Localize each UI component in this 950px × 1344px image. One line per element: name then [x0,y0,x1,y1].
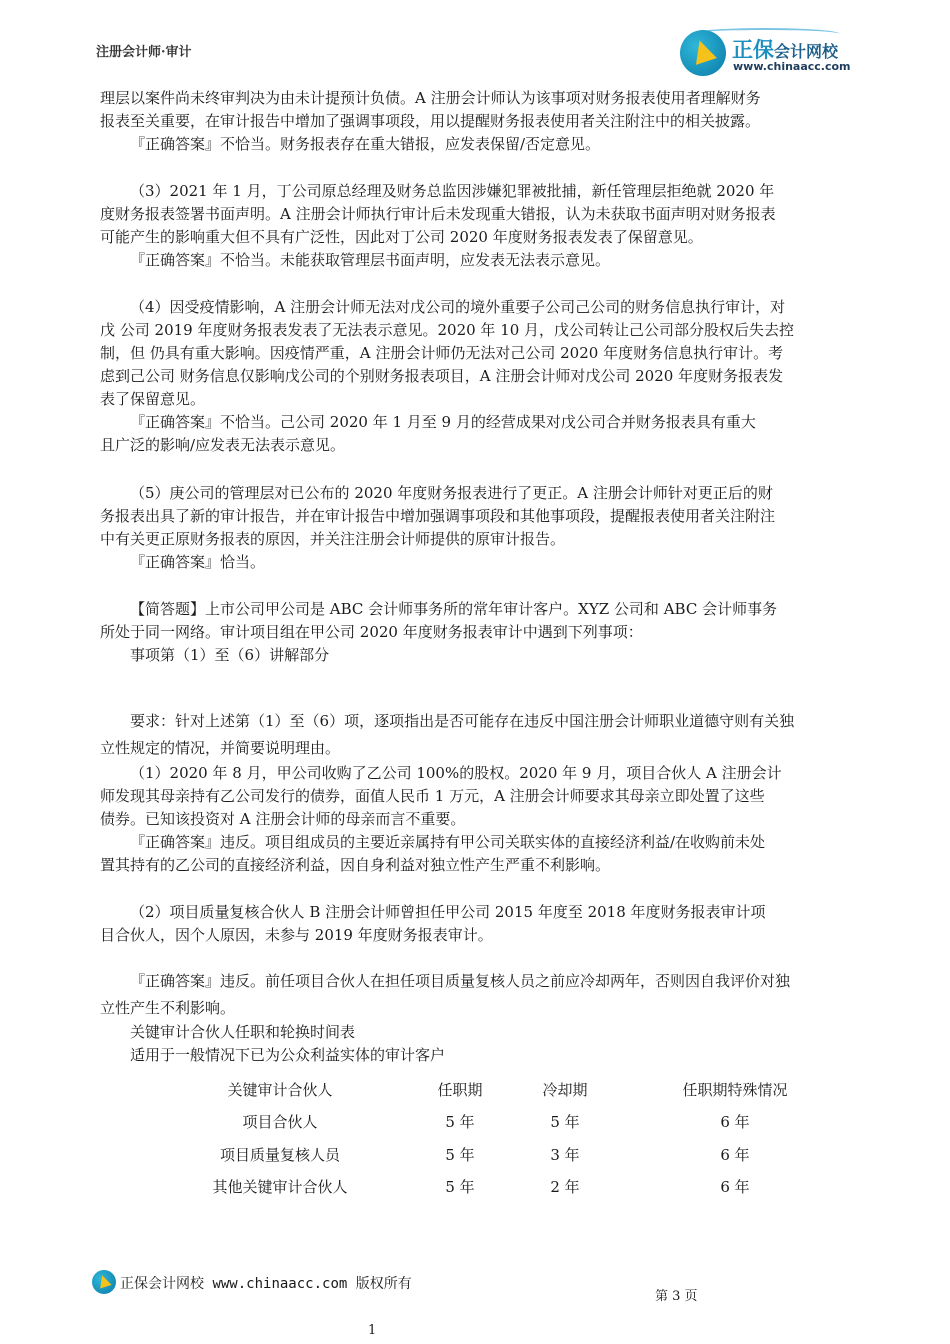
paragraph-line: 中有关更正原财务报表的原因，并关注注册会计师提供的原审计报告。 [100,530,566,548]
question-line: 所处于同一网络。审计项目组在甲公司 2020 年度财务报表审计中遇到下列事项： [100,623,643,641]
table-cell: 6 年 [720,1178,750,1196]
footer-logo-icon[interactable] [92,1270,116,1294]
table-cell: 项目合伙人 [242,1113,318,1131]
table-cell: 2 年 [550,1178,580,1196]
answer-line: 置其持有的乙公司的直接经济利益，因自身利益对独立性产生严重不利影响。 [100,856,611,874]
footer-url[interactable]: www.chinaacc.com [212,1276,348,1292]
logo-brand[interactable]: 正保会计网校 [732,38,839,62]
table-header-cell: 关键审计合伙人 [227,1081,333,1099]
paragraph-line: 目合伙人，因个人原因，未参与 2019 年度财务报表审计。 [100,926,493,944]
table-cell: 6 年 [720,1113,750,1131]
table-cell: 5 年 [550,1113,580,1131]
table-note-clipped: 适用于一般情况下已为公众利益实体的审计客户 [130,1046,446,1064]
table-cell: 项目质量复核人员 [219,1146,340,1164]
q2-answer-clipped: 『正确答案』违反。前任项目合伙人在担任项目质量复核人员之前应冷却两年，否则因自我评价对独 [130,972,791,990]
paragraph-line: （5）庚公司的管理层对已公布的 2020 年度财务报表进行了更正。A 注册会计师针对更正后的财 [130,484,773,502]
table-cell: 3 年 [550,1146,580,1164]
logo-url[interactable]: www.chinaacc.com [733,60,851,73]
table-cell: 5 年 [445,1113,475,1131]
table-header-cell: 冷却期 [542,1081,588,1099]
question-line: 【简答题】上市公司甲公司是 ABC 会计师事务所的常年审计客户。XYZ 公司和 ABC 会计师事务 [130,600,778,618]
footer-text [120,1273,412,1293]
answer-line: 『正确答案』恰当。 [130,553,266,571]
requirement-rest: 立性规定的情况，并简要说明理由。 [100,739,341,757]
answer-line: 『正确答案』违反。项目组成员的主要近亲属持有甲公司关联实体的直接经济利益/在收购前未处 [130,833,766,851]
paragraph-line: 虑到己公司 财务信息仅影响戊公司的个别财务报表项目，A 注册会计师对戊公司 2020 年度财务报表发 [100,367,784,385]
table-cell: 5 年 [445,1146,475,1164]
table-header-cell: 任职期 [437,1081,483,1099]
footer-rights: 版权所有 [355,1276,412,1292]
paragraph-line: （2）项目质量复核合伙人 B 注册会计师曾担任甲公司 2015 年度至 2018 年度财务报表审计项 [130,903,766,921]
answer-line: 『正确答案』不恰当。未能获取管理层书面声明，应发表无法表示意见。 [130,251,611,269]
question-line: 事项第（1）至（6）讲解部分 [130,646,330,664]
table-title: 关键审计合伙人任职和轮换时间表 [130,1023,356,1041]
paragraph-line: 可能产生的影响重大但不具有广泛性，因此对丁公司 2020 年度财务报表发表了保留意见。 [100,228,703,246]
table-cell: 6 年 [720,1146,750,1164]
answer-line: 『正确答案』不恰当。己公司 2020 年 1 月至 9 月的经营成果对戊公司合并财务报表具有重大 [130,413,756,431]
paragraph-line: （4）因受疫情影响，A 注册会计师无法对戊公司的境外重要子公司己公司的财务信息执行审计，对 [130,298,786,316]
logo-icon[interactable] [680,30,726,76]
table-cell: 其他关键审计合伙人 [212,1178,348,1196]
answer-line: 且广泛的影响/应发表无法表示意见。 [100,436,346,454]
answer-line: 『正确答案』不恰当。财务报表存在重大错报，应发表保留/否定意见。 [130,135,601,153]
paragraph-line: 制，但 仍具有重大影响。因疫情严重，A 注册会计师仍无法对己公司 2020 年度财务信息执行审计。考 [100,344,784,362]
page-label-clipped: 第 3 页 [655,1289,698,1304]
paragraph-line: （1）2020 年 8 月，甲公司收购了乙公司 100%的股权。2020 年 9 月，项目合伙人 A 注册会计 [130,764,782,782]
top-clipped-header-text: 注册会计师·审计 [96,45,192,60]
paragraph-line: （3）2021 年 1 月，丁公司原总经理及财务总监因涉嫌犯罪被批捕，新任管理层拒绝就 2020 年 [130,182,775,200]
paragraph-line: 度财务报表签署书面声明。A 注册会计师执行审计后未发现重大错报，认为未获取书面声明对财务报表 [100,205,776,223]
paragraph-line: 师发现其母亲持有乙公司发行的债券，面值人民币 1 万元，A 注册会计师要求其母亲立即处置了这些 [100,787,765,805]
paragraph-line: 表了保留意见。 [100,390,206,408]
paragraph-line: 报表至关重要，在审计报告中增加了强调事项段，用以提醒财务报表使用者关注附注中的相关披露。 [100,112,761,130]
footer-brand[interactable]: 正保会计网校 [120,1276,204,1292]
paragraph-line: 务报表出具了新的审计报告，并在审计报告中增加强调事项段和其他事项段，提醒报表使用者关注附注 [100,507,776,525]
q2-answer-rest: 立性产生不利影响。 [100,999,236,1017]
paragraph-line: 理层以案件尚未终审判决为由未计提预计负债。A 注册会计师认为该事项对财务报表使用者理解财务 [100,89,761,107]
page-number: 1 [368,1323,377,1338]
paragraph-line: 债券。已知该投资对 A 注册会计师的母亲而言不重要。 [100,810,466,828]
paragraph-line: 戊 公司 2019 年度财务报表发表了无法表示意见。2020 年 10 月，戊公司转让己公司部分股权后失去控 [100,321,795,339]
requirement-clipped: 要求：针对上述第（1）至（6）项，逐项指出是否可能存在违反中国注册会计师职业道德守则有关独 [130,712,795,730]
table-header-cell: 任职期特殊情况 [682,1081,788,1099]
table-cell: 5 年 [445,1178,475,1196]
